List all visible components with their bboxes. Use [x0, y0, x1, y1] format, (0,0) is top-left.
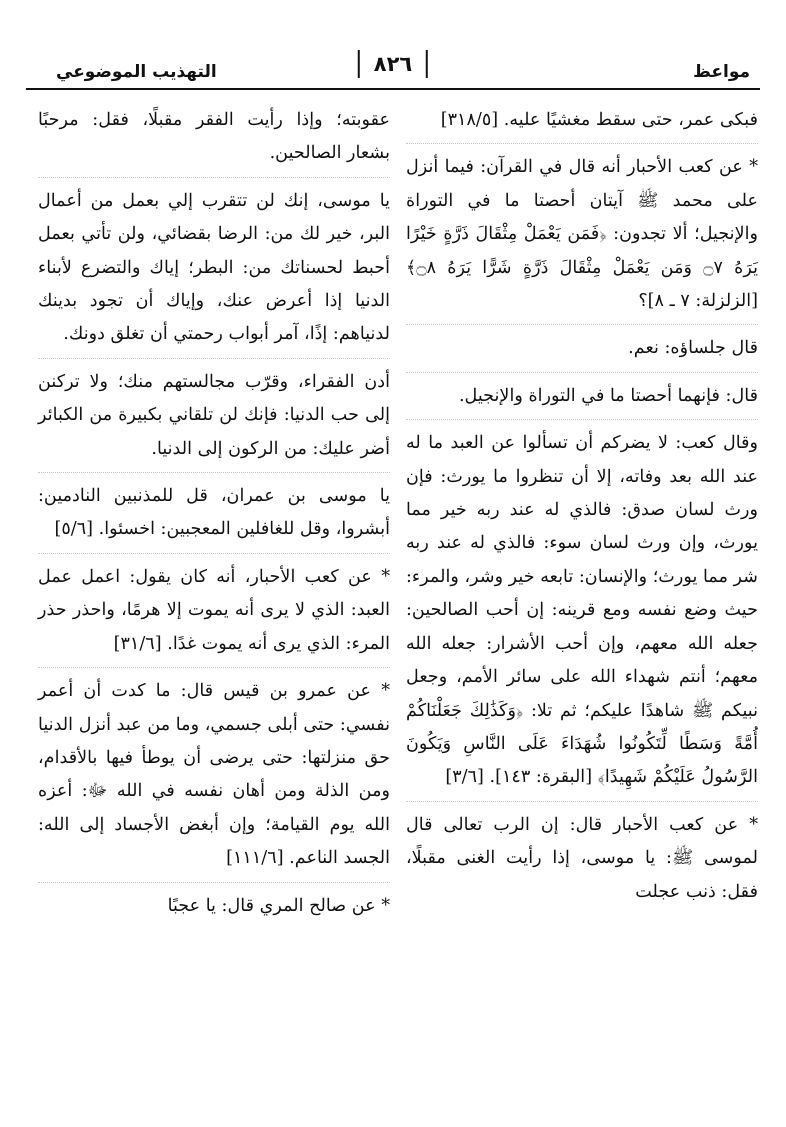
paragraph: قال جلساؤه: نعم.	[406, 332, 758, 372]
header-rule	[26, 88, 760, 90]
paragraph: وقال كعب: لا يضركم أن تسألوا عن العبد ما له عند الله بعد وفاته، إلا أن تنظروا ما يورث: فإن ورث لسان صدق: فالذي له عند ربه خير مما يورث، وإن ورث لسان سوء: فالذي له عند ربه شر مما يورث؛ والإنسان: تابعه خير وشر، والمرء: حيث وضع نفسه ومع قرينه: إن أحب الصالحين: جعله الله معهم، وإن أحب الأشرار: جعله الله معهم؛ أنتم شهداء الله على سائر الأمم، وجعل نبيكم ﷺ شاهدًا عليكم؛ ثم تلا: ﴿وَكَذَٰلِكَ جَعَلْنَاكُمْ أُمَّةً وَسَطًا لِّتَكُونُوا شُهَدَاءَ عَلَى النَّاسِ وَيَكُونَ الرَّسُولُ عَلَيْكُمْ شَهِيدًا﴾ [البقرة: ١٤٣]. [٣/٦]	[406, 427, 758, 801]
paragraph: عقوبته؛ وإذا رأيت الفقر مقبلًا، فقل: مرحبًا بشعار الصالحين.	[38, 104, 390, 178]
paragraph: يا موسى، إنك لن تتقرب إلي بعمل من أعمال البر، خير لك من: الرضا بقضائي، ولن تأتي بعمل أحبط لحسناتك من: البطر؛ إياك والتضرع لأبناء الدنيا إذا أعرض عنك، وإياك أن تجود بدينك لدنياهم: إذًا، آمر أبواب رحمتي أن تغلق دونك.	[38, 185, 390, 359]
paragraph: فبكى عمر، حتى سقط مغشيًا عليه. [٣١٨/٥]	[406, 104, 758, 144]
paragraph: * عن كعب الأحبار، أنه كان يقول: اعمل عمل العبد: الذي لا يرى أنه يموت إلا هرمًا، واحذر حذر المرء: الذي يرى أنه يموت غدًا. [٣١/٦]	[38, 561, 390, 668]
paragraph: يا موسى بن عمران، قل للمذنبين النادمين: أبشروا، وقل للغافلين المعجبين: اخسئوا. [٥/٦]	[38, 480, 390, 554]
paragraph: * عن كعب الأحبار قال: إن الرب تعالى قال لموسى ﷺ: يا موسى، إذا رأيت الغنى مقبلًا، فقل: ذنب عجلت	[406, 814, 758, 902]
paragraph: * عن عمرو بن قيس قال: ما كدت أن أعمر نفسي: حتى أبلى جسمي، وما من عبد أنزل الدنيا حق منزلتها: حتى يرضى أن يوطأ فيها بالأقدام، ومن الذلة ومن أهان نفسه في الله ﷻ: أعزه الله يوم القيامة؛ وإن أبغض الأجساد إلى الله: الجسد الناعم. [١١١/٦]	[38, 675, 390, 882]
paragraph: * عن صالح المري قال: يا عجبًا	[167, 895, 390, 916]
paragraph: أدن الفقراء، وقرّب مجالستهم منك؛ ولا تركنن إلى حب الدنيا: فإنك لن تلقاني بكبيرة من الكبائر أضر عليك: من الركون إلى الدنيا.	[38, 366, 390, 473]
right-column	[406, 104, 758, 922]
book-title: التهذيب الموضوعي	[56, 62, 217, 82]
paragraph: * عن كعب الأحبار أنه قال في القرآن: فيما أنزل على محمد ﷺ آيتان أحصتا ما في التوراة والإنجيل؛ ألا تجدون: ﴿فَمَن يَعْمَلْ مِثْقَالَ ذَرَّةٍ خَيْرًا يَرَهُ ۝٧ وَمَن يَعْمَلْ مِثْقَالَ ذَرَّةٍ شَرًّا يَرَهُ ۝٨﴾ [الزلزلة: ٧ ـ ٨]؟	[406, 151, 758, 325]
page-header	[26, 44, 760, 90]
page-number: ٨٢٦	[358, 50, 428, 78]
left-column	[38, 104, 390, 936]
paragraph: قال: فإنهما أحصتا ما في التوراة والإنجيل.	[406, 380, 758, 420]
section-title: مواعظ	[693, 62, 750, 82]
